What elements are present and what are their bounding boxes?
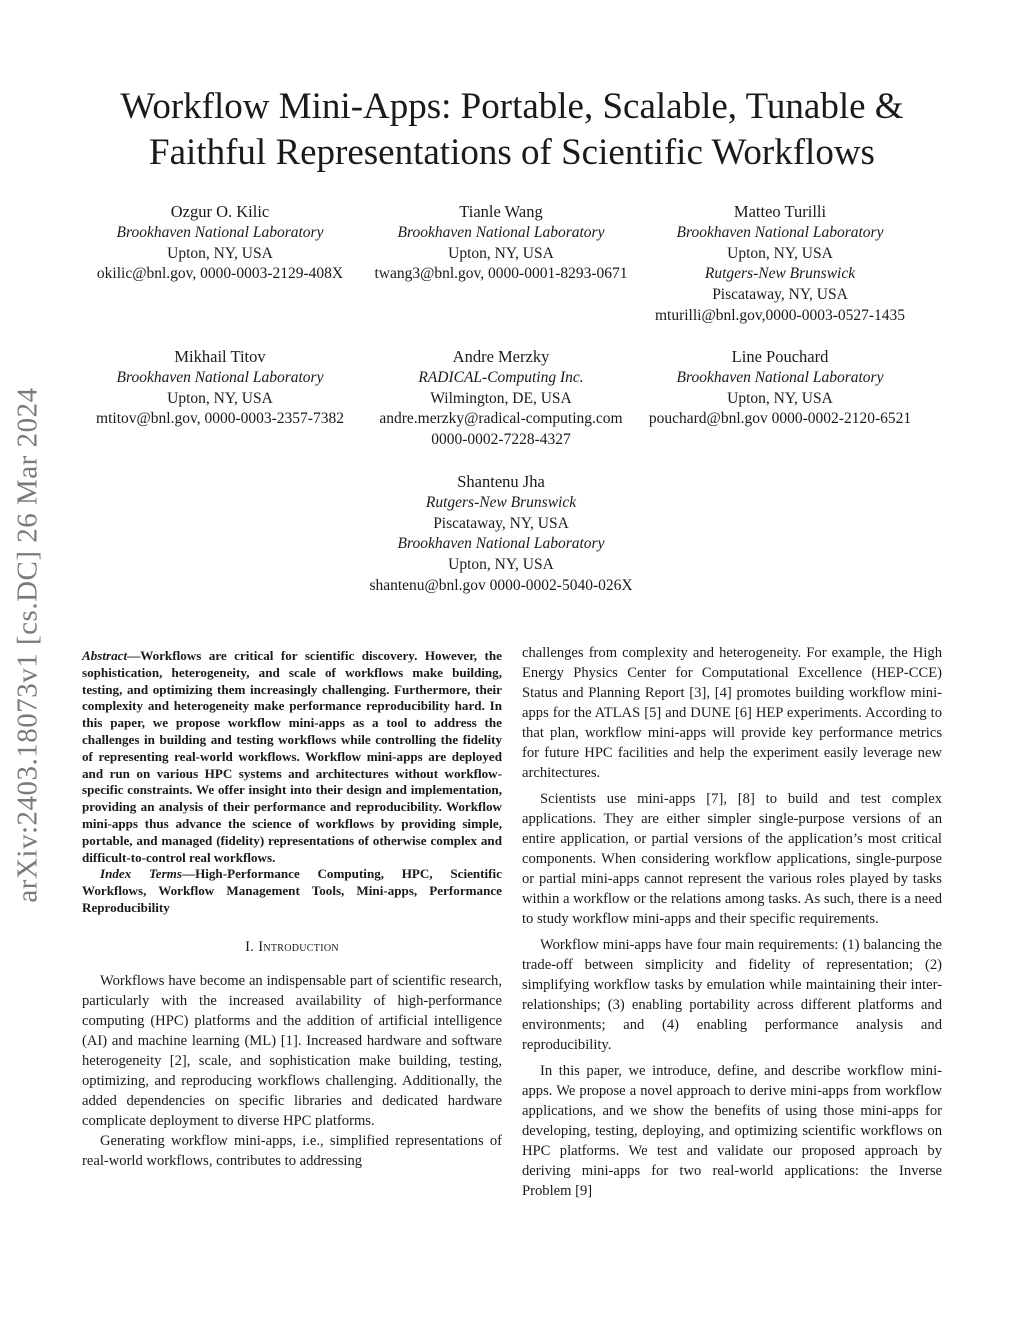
paragraph: challenges from complexity and heterogeneity. For example, the High Energy Physics Center for Computational Excellence (HEP-CCE) Status and Planning Report [3], [4] promotes building workflow mini-apps for the ATLAS [5] and DUNE [6] HEP experiments. According to that plan, workflow mini-apps will provide key performance metrics for future HPC facilities and help the experiment easily leverage new architectures. <box>522 645 942 781</box>
author-detail: Upton, NY, USA <box>448 556 554 574</box>
author-block <box>348 472 654 597</box>
author-detail: Upton, NY, USA <box>167 389 273 407</box>
paragraph: In this paper, we introduce, define, and describe workflow mini-apps. We propose a novel approach to derive mini-apps from workflow applications, and we show the benefits of using those mini-apps for developing, testing, deploying, and optimizing scientific workflows on HPC platforms. We test and validate our proposed approach by deriving mini-apps for two real-world applications: the Inverse Problem [9] <box>522 1063 942 1199</box>
author-detail: Piscataway, NY, USA <box>712 286 848 304</box>
author-detail: mtitov@bnl.gov, 0000-0003-2357-7382 <box>96 410 344 428</box>
arxiv-sidebar <box>2 350 54 940</box>
author-affiliation: Brookhaven National Laboratory <box>676 368 884 386</box>
author-block <box>630 347 930 430</box>
index-terms-label: Index Terms <box>100 866 182 882</box>
author-affiliation: Brookhaven National Laboratory <box>116 368 324 386</box>
author-detail: Upton, NY, USA <box>727 389 833 407</box>
author-name: Mikhail Titov <box>174 347 266 366</box>
author-detail: Upton, NY, USA <box>448 244 554 262</box>
author-block <box>70 347 370 430</box>
abstract <box>82 648 502 866</box>
abstract-text: —Workflows are critical for scientific discovery. However, the sophistication, heterogeneity, and scale of workflows make building, testing, and optimizing them increasingly challenging. Furthermore, their complexity and heterogeneity make performance reproducibility hard. In this paper, we propose workflow mini-apps as a tool to address the challenges in building and testing workflows while controlling the fidelity of representing real-world workflows. Workflow mini-apps are deployed and run on various HPC systems and architectures without workflow-specific constraints. We offer insight into their design and implementation, providing an analysis of their performance and reproducibility. Workflow mini-apps thus advance the science of workflows by providing simple, portable, and managed (fidelity) representations of otherwise complex and difficult-to-control real workflows. <box>82 648 502 865</box>
index-terms <box>82 866 502 916</box>
paragraph: Generating workflow mini-apps, i.e., simplified representations of real-world workflows, contributes to addressing <box>82 1132 502 1169</box>
author-detail: okilic@bnl.gov, 0000-0003-2129-408X <box>96 265 344 283</box>
left-column <box>82 648 502 1171</box>
section-title: Introduction <box>258 938 339 955</box>
author-detail: 0000-0002-7228-4327 <box>431 431 571 449</box>
author-detail: Upton, NY, USA <box>167 244 273 262</box>
author-block <box>348 202 654 285</box>
author-affiliation: Brookhaven National Laboratory <box>397 223 605 241</box>
right-column <box>522 643 942 1201</box>
author-name: Shantenu Jha <box>457 472 545 491</box>
paragraph: Workflow mini-apps have four main requirements: (1) balancing the trade-off between simplicity and fidelity of representation; (2) simplifying workflow tasks by emulation while maintaining their inter-relationships; (3) enabling portability across different platforms and environments; and (4) enabling performance analysis and reproducibility. <box>522 937 942 1053</box>
author-detail: twang3@bnl.gov, 0000-0001-8293-0671 <box>374 265 628 283</box>
paragraph: Workflows have become an indispensable part of scientific research, particularly with the increased availability of high-performance computing (HPC) platforms and the addition of artificial intelligence (AI) and machine learning (ML) [1]. Increased hardware and software heterogeneity [2], scale, and sophistication make building, testing, optimizing, and reproducing workflows challenging. Additionally, the added dependencies on specific libraries and dedicated hardware complicate deployment to diverse HPC platforms. <box>82 972 502 1129</box>
section-heading <box>82 937 502 957</box>
author-block <box>70 202 370 285</box>
author-block <box>348 347 654 451</box>
author-affiliation: Rutgers-New Brunswick <box>425 493 577 511</box>
author-name: Ozgur O. Kilic <box>170 202 270 221</box>
author-detail: shantenu@bnl.gov 0000-0002-5040-026X <box>369 576 633 594</box>
author-name: Line Pouchard <box>731 347 829 366</box>
index-terms-text: —High-Performance Computing, HPC, Scientific Workflows, Workflow Management Tools, Mini-apps, Performance Reproducibility <box>82 866 502 915</box>
author-affiliation: Rutgers-New Brunswick <box>704 265 856 283</box>
paragraph: Scientists use mini-apps [7], [8] to build and test complex applications. They are either simpler single-purpose versions of an entire application, or partial versions of the application’s most critical components. When considering workflow applications, single-purpose or partial mini-apps cannot represent the various roles played by tasks within a workflow or the relations among tasks. As such, there is a need to study workflow mini-apps and their specific requirements. <box>522 791 942 927</box>
author-detail: mturilli@bnl.gov,0000-0003-0527-1435 <box>654 306 906 324</box>
author-name: Andre Merzky <box>452 347 550 366</box>
section-number: I. <box>245 938 259 955</box>
author-name: Tianle Wang <box>459 202 543 221</box>
author-affiliation: RADICAL-Computing Inc. <box>418 368 584 386</box>
arxiv-identifier: arXiv:2403.18073v1 [cs.DC] 26 Mar 2024 <box>11 387 44 903</box>
author-name: Matteo Turilli <box>733 202 827 221</box>
author-affiliation: Brookhaven National Laboratory <box>397 535 605 553</box>
title-line-2: Faithful Representations of Scientific Workflows <box>149 132 875 173</box>
author-detail: Piscataway, NY, USA <box>433 514 569 532</box>
author-affiliation: Brookhaven National Laboratory <box>676 223 884 241</box>
author-block <box>630 202 930 327</box>
author-detail: Wilmington, DE, USA <box>430 389 572 407</box>
author-affiliation: Brookhaven National Laboratory <box>116 223 324 241</box>
abstract-label: Abstract <box>82 648 128 663</box>
title-line-1: Workflow Mini-Apps: Portable, Scalable, Tunable & <box>120 86 904 127</box>
paper-title <box>60 84 964 176</box>
author-detail: andre.merzky@radical-computing.com <box>379 410 623 428</box>
author-detail: Upton, NY, USA <box>727 244 833 262</box>
author-detail: pouchard@bnl.gov 0000-0002-2120-6521 <box>648 410 912 428</box>
